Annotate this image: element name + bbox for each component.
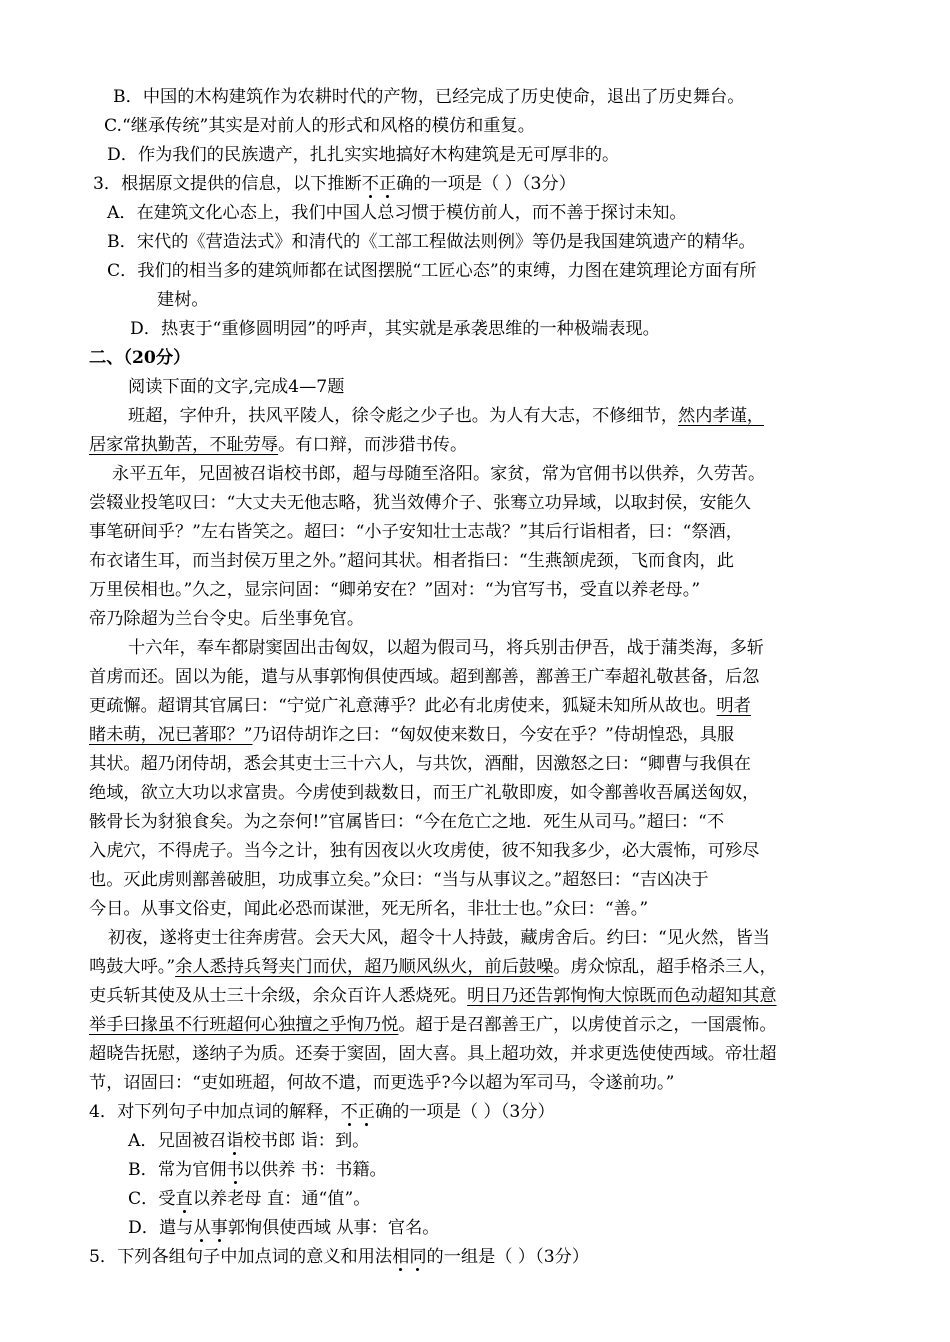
q3-stem <box>93 171 576 197</box>
passage-line: 入虎穴，不得虎子。当今之计，独有因夜以火攻虏使，彼不知我多少，必大震怖，可殄尽 <box>89 841 760 861</box>
q2-option-d: D．作为我们的民族遗产，扎扎实实地搞好木构建筑是无可厚非的。 <box>107 145 620 165</box>
passage-line: 超晓告抚慰，遂纳子为质。还奏于窦固，固大喜。具上超功效，并求更选使使西域。帝壮超 <box>89 1044 777 1064</box>
passage-line: 更疏懈。超谓其官属曰：“宁觉广礼意薄乎？此必有北虏使来，狐疑未知所从故也。明者 <box>89 696 751 716</box>
q4-option-d: D．遣与从事郭恂俱使西域 从事：官名。 <box>128 1218 440 1238</box>
q4-dotted-word: 事 <box>210 1218 228 1238</box>
q4-option-c: C．受直以养老母 直：通“值”。 <box>128 1189 371 1209</box>
passage-line: 帝乃除超为兰台令史。后坐事免官。 <box>89 609 365 629</box>
passage-line: 居家常执勤苦，不耻劳辱。有口辩，而涉猎书传。 <box>89 435 468 455</box>
q3-option-a: A．在建筑文化心态上，我们中国人总习惯于模仿前人，而不善于探讨未知。 <box>107 203 687 223</box>
passage-line: 其状。超乃闭侍胡，悉会其吏士三十六人，与共饮，酒酣，因激怒之曰：“卿曹与我俱在 <box>89 754 751 774</box>
passage-line: 睹未萌，况已著耶？”乃诏侍胡诈之曰：“匈奴使来数日，今安在乎？”侍胡惶恐，具服 <box>89 725 735 745</box>
passage-line: 吏兵斩其使及从士三十余级，余众百许人悉烧死。明日乃还告郭恂恂大惊既而色动超知其意 <box>89 986 777 1006</box>
passage-line: 节，诏固曰：“吏如班超，何故不遣，而更选乎?今以超为军司马，令遂前功。” <box>89 1073 675 1093</box>
q5-stem-suffix: 的一组是（ ）（3分） <box>426 1247 590 1267</box>
passage-line: 布衣诸生耳，而当封侯万里之外。”超问其状。相者指曰：“生燕颔虎颈，飞而食肉，此 <box>89 551 734 571</box>
q4-emphasis-char-1: 不 <box>340 1102 358 1122</box>
q4-dotted-word: 直 <box>175 1189 193 1209</box>
q3-stem-prefix: 3．根据原文提供的信息，以下推断 <box>93 174 362 194</box>
passage-line: 万里侯相也。”久之，显宗问固：“卿弟安在？”固对：“为官写书，受直以养老母。” <box>89 580 701 600</box>
section-heading: 二、（20分） <box>89 348 191 368</box>
q5-emphasis-char-1: 相 <box>392 1247 410 1267</box>
q2-option-b: B．中国的木构建筑作为农耕时代的产物，已经完成了历史使命，退出了历史舞台。 <box>113 87 745 107</box>
q4-emphasis-char-2: 正 <box>357 1102 375 1122</box>
passage-line: 永平五年，兄固被召诣校书郎，超与母随至洛阳。家贫，常为官佣书以供养，久劳苦。 <box>112 464 766 484</box>
underlined-sentence: 举手曰掾虽不行班超何心独擅之乎恂乃悦 <box>89 1015 399 1035</box>
q4-dotted-word: 诣 <box>226 1131 244 1151</box>
passage-line: 今日。从事文俗吏，闻此必恐而谋泄，死无所名，非壮士也。”众曰：“善。” <box>89 899 649 919</box>
q4-dotted-word: 从 <box>193 1218 211 1238</box>
q4-stem-suffix: 确的一项是（ ）（3分） <box>374 1102 555 1122</box>
q3-option-c: C．我们的相当多的建筑师都在试图摆脱“工匠心态”的束缚，力图在建筑理论方面有所 <box>107 261 757 281</box>
q4-option-b: B．常为官佣书以供养 书：书籍。 <box>128 1160 387 1180</box>
q4-stem <box>89 1099 555 1125</box>
q3-emphasis-char-2: 正 <box>378 174 397 194</box>
q5-emphasis-char-2: 同 <box>409 1247 427 1267</box>
passage-line: 首虏而还。固以为能，遣与从事郭恂俱使西域。超到鄯善，鄯善王广奉超礼敬甚备，后忽 <box>89 667 760 687</box>
q3-option-b: B．宋代的《营造法式》和清代的《工部工程做法则例》等仍是我国建筑遗产的精华。 <box>107 232 756 252</box>
passage-line: 举手曰掾虽不行班超何心独擅之乎恂乃悦。超于是召鄯善王广，以虏使首示之，一国震怖。 <box>89 1015 777 1035</box>
underlined-sentence: 然内孝谨， <box>678 406 764 426</box>
underlined-sentence: 余人悉持兵弩夹门而伏，超乃顺风纵火，前后鼓噪 <box>175 957 554 977</box>
passage-line: 也。灭此虏则鄯善破胆，功成事立矣。”众曰：“当与从事议之。”超怒曰：“吉凶决于 <box>89 870 709 890</box>
underlined-sentence: 明日乃还告郭恂恂大惊既而色动超知其意 <box>467 986 777 1006</box>
q4-dotted-word: 书 <box>226 1160 244 1180</box>
q4-stem-prefix: 4．对下列句子中加点词的解释， <box>89 1102 341 1122</box>
passage-line: 班超，字仲升，扶风平陵人，徐令彪之少子也。为人有大志，不修细节，然内孝谨， <box>128 406 764 426</box>
q5-stem-prefix: 5．下列各组句子中加点词的意义和用法 <box>89 1247 393 1267</box>
passage-line: 尝辍业投笔叹曰：“大丈夫无他志略，犹当效傅介子、张骞立功异域，以取封侯，安能久 <box>89 493 751 513</box>
q3-option-c-continued: 建树。 <box>157 290 209 310</box>
underlined-sentence: 睹未萌，况已著耶？” <box>89 725 253 745</box>
underlined-sentence: 明者 <box>716 696 751 716</box>
passage-line: 鸣鼓大呼。”余人悉持兵弩夹门而伏，超乃顺风纵火，前后鼓噪。虏众惊乱，超手格杀三人， <box>89 957 777 977</box>
passage-line: 事笔研间乎？”左右皆笑之。超曰：“小子安知壮士志哉？”其后行诣相者，曰：“祭酒， <box>89 522 743 542</box>
passage-line: 十六年，奉车都尉窦固出击匈奴，以超为假司马，将兵别击伊吾，战于蒲类海，多斩 <box>128 638 764 658</box>
passage-line: 骸骨长为豺狼食矣。为之奈何!”官属皆曰：“今在危亡之地．死生从司马。”超曰：“不 <box>89 812 725 832</box>
q2-option-c: C.“继承传统”其实是对前人的形式和风格的模仿和重复。 <box>104 116 535 136</box>
q3-option-d: D．热衷于“重修圆明园”的呼声，其实就是承袭思维的一种极端表现。 <box>130 319 660 339</box>
q5-stem <box>89 1244 589 1270</box>
passage-line: 绝域，欲立大功以求富贵。今虏使到裁数日，而王广礼敬即废，如令鄯善收吾属送匈奴， <box>89 783 760 803</box>
q3-emphasis-char-1: 不 <box>361 174 379 194</box>
underlined-sentence: 居家常执勤苦，不耻劳辱 <box>89 435 279 455</box>
q3-stem-suffix: 确的一项是（ ）（3分） <box>396 174 576 194</box>
passage-line: 初夜，遂将吏士往奔虏营。会天大风，超令十人持鼓，藏虏舍后。约曰：“见火然，皆当 <box>108 928 770 948</box>
q4-option-a: A．兄固被召诣校书郎 诣：到。 <box>128 1131 370 1151</box>
section-instruction: 阅读下面的文字,完成4—7题 <box>128 377 345 397</box>
